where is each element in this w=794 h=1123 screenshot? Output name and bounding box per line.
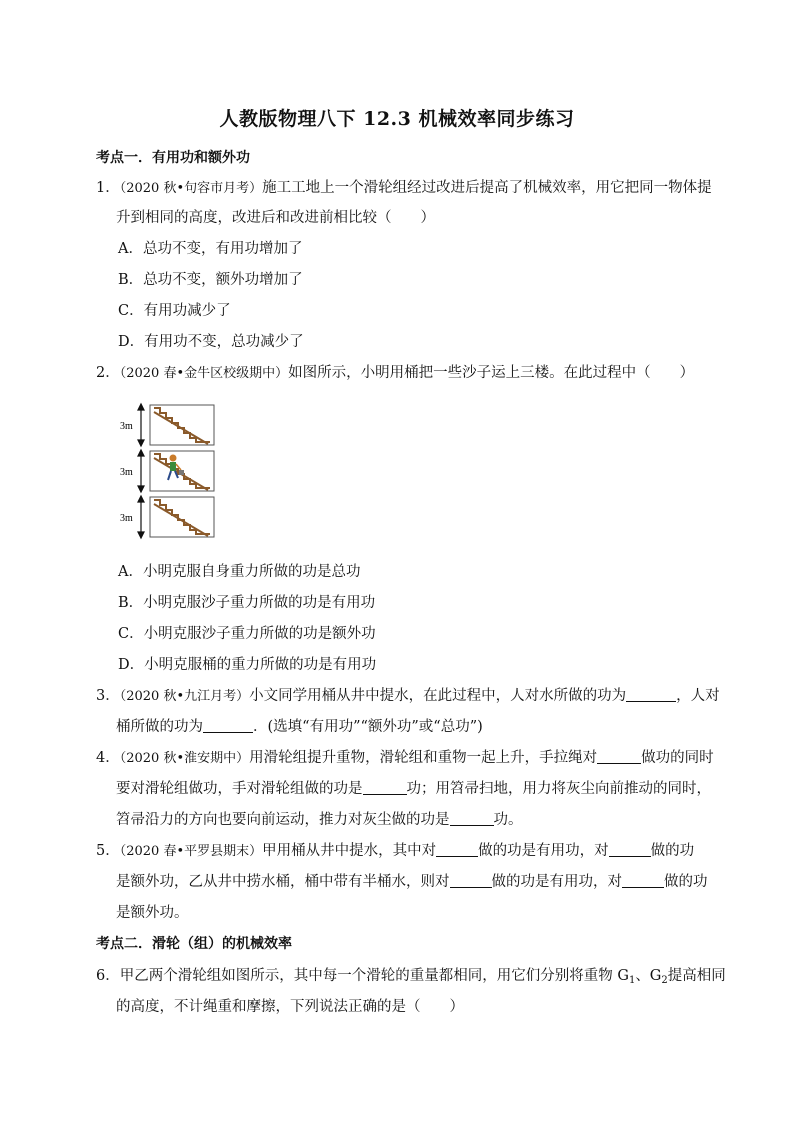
q1-option-a: A．总功不变，有用功增加了 — [118, 241, 303, 257]
q1-line-1 — [96, 176, 712, 197]
staircase-figure — [118, 400, 218, 540]
q6-text-a2: 、G — [635, 968, 662, 984]
q1-number: 1． — [96, 180, 120, 196]
q5-line-2 — [116, 870, 708, 891]
q4-line-2 — [116, 777, 711, 798]
q4-line-1 — [96, 746, 714, 767]
q3-text-a1: 小文同学用桶从井中提水，在此过程中，人对水所做的功为 — [249, 688, 627, 704]
q4-text-b1: 要对滑轮组做功，手对滑轮组做的功是 — [116, 781, 363, 797]
q3-line-1 — [96, 684, 720, 705]
answer-blank[interactable] — [436, 842, 478, 857]
answer-blank[interactable] — [450, 811, 494, 826]
staircase-diagram — [118, 400, 218, 540]
q5-line-1 — [96, 839, 694, 860]
q6-text-a3: 提高相同 — [667, 968, 726, 984]
q5-text-a3: 做的功 — [650, 843, 695, 859]
section-heading-1: 考点一．有用功和额外功 — [96, 150, 250, 166]
q3-text-a2: ，人对 — [676, 688, 720, 704]
answer-blank[interactable] — [609, 842, 651, 857]
q3-text-b2: ．(选填“有用功”“额外功”或“总功”) — [253, 719, 483, 735]
q4-text-a1: 用滑轮组提升重物，滑轮组和重物一起上升，手拉绳对 — [249, 750, 598, 766]
q2-line-1 — [96, 361, 694, 382]
q4-number: 4． — [96, 750, 120, 766]
q1-text-a: 施工工地上一个滑轮组经过改进后提高了机械效率，用它把同一物体提 — [262, 180, 712, 196]
q2-text-a: 如图所示，小明用桶把一些沙子运上三楼。在此过程中（ ） — [288, 365, 695, 381]
q2-source: （2020 春•金牛区校级期中） — [119, 366, 289, 381]
q4-line-3 — [116, 808, 523, 829]
q5-text-a2: 做的功是有用功，对 — [478, 843, 609, 859]
floor-height-label-bottom: 3m — [120, 513, 133, 524]
q3-number: 3． — [96, 688, 120, 704]
q5-text-a1: 甲用桶从井中提水，其中对 — [262, 843, 437, 859]
q4-text-a2: 做功的同时 — [641, 750, 714, 766]
q4-text-c1: 笤帚沿力的方向也要向前运动，推力对灰尘做的功是 — [116, 812, 450, 828]
q1-line-2: 升到相同的高度，改进后和改进前相比较（ ） — [116, 210, 435, 226]
q5-text-b1: 是额外功，乙从井中捞水桶，桶中带有半桶水，则对 — [116, 874, 450, 890]
q3-line-2 — [116, 715, 483, 736]
q3-source: （2020 秋•九江月考） — [119, 689, 250, 704]
q6-text-a1: 甲乙两个滑轮组如图所示，其中每一个滑轮的重量都相同，用它们分别将重物 G — [119, 968, 629, 984]
q2-option-b: B．小明克服沙子重力所做的功是有用功 — [118, 595, 376, 611]
q5-text-b3: 做的功 — [664, 874, 708, 890]
q4-text-b2: 功；用笤帚扫地，用力将灰尘向前推动的同时， — [406, 781, 711, 797]
q6-line-1 — [96, 964, 726, 986]
q1-option-c: C．有用功减少了 — [118, 303, 231, 319]
page-title: 人教版物理八下 12.3 机械效率同步练习 — [219, 108, 575, 130]
q5-text-b2: 做的功是有用功，对 — [491, 874, 622, 890]
answer-blank[interactable] — [363, 780, 407, 795]
q6-sub-1: 1 — [628, 975, 636, 986]
section-heading-2: 考点二．滑轮（组）的机械效率 — [96, 936, 292, 952]
q1-source: （2020 秋•句容市月考） — [119, 181, 263, 196]
q4-text-c2: 功。 — [493, 812, 523, 828]
answer-blank[interactable] — [203, 718, 253, 733]
q6-sub-2: 2 — [661, 975, 668, 986]
q1-option-b: B．总功不变，额外功增加了 — [118, 272, 303, 288]
q2-option-c: C．小明克服沙子重力所做的功是额外功 — [118, 626, 376, 642]
q2-option-a: A．小明克服自身重力所做的功是总功 — [118, 564, 361, 580]
q1-option-d: D．有用功不变，总功减少了 — [118, 334, 304, 350]
q5-line-3: 是额外功。 — [116, 905, 189, 921]
q4-source: （2020 秋•淮安期中） — [119, 751, 250, 766]
floor-height-label-middle: 3m — [120, 467, 133, 478]
answer-blank[interactable] — [597, 749, 641, 764]
floor-height-label-top: 3m — [120, 421, 133, 432]
q2-number: 2． — [96, 365, 120, 381]
answer-blank[interactable] — [622, 873, 664, 888]
person-icon — [168, 455, 184, 481]
q3-text-b1: 桶所做的功为 — [116, 719, 203, 735]
answer-blank[interactable] — [626, 687, 676, 702]
q2-option-d: D．小明克服桶的重力所做的功是有用功 — [118, 657, 377, 673]
q6-number: 6． — [96, 968, 120, 984]
q6-line-2: 的高度，不计绳重和摩擦，下列说法正确的是（ ） — [116, 999, 464, 1015]
answer-blank[interactable] — [450, 873, 492, 888]
q5-number: 5． — [96, 843, 120, 859]
q5-source: （2020 春•平罗县期末） — [119, 844, 263, 859]
